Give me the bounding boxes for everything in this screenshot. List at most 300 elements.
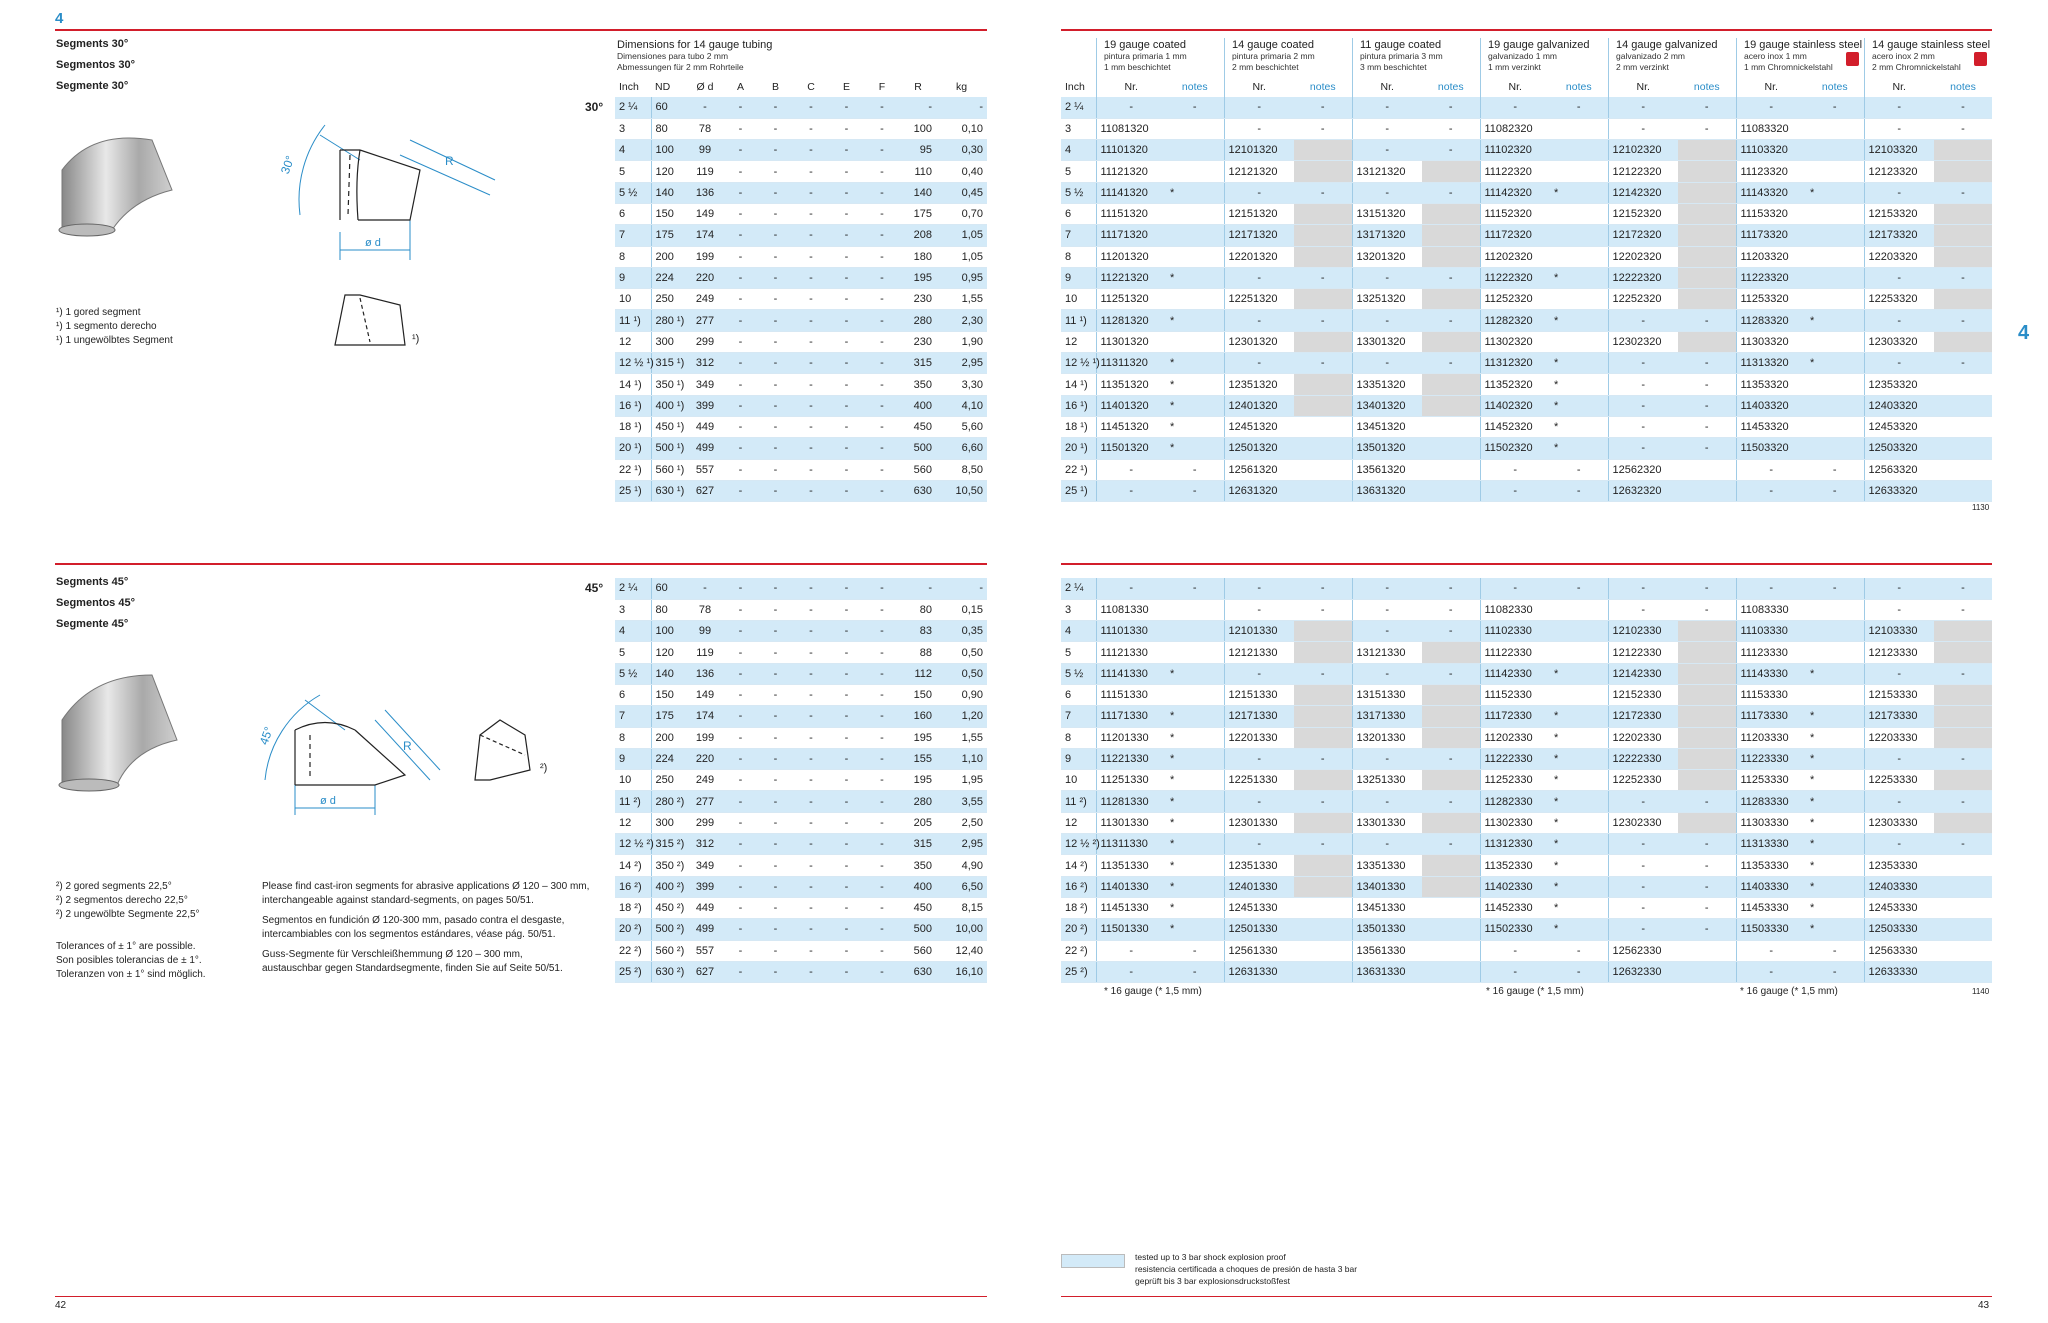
dims-cell: 1,05 [936, 225, 987, 246]
product-number: - [1736, 940, 1806, 961]
dims-cell: - [829, 578, 864, 599]
dims-cell: - [829, 161, 864, 182]
dims-col-header: E [829, 76, 864, 98]
product-note: * [1550, 748, 1608, 769]
product-note: - [1294, 834, 1352, 855]
dims-cell: - [864, 353, 900, 374]
product-note: - [1678, 97, 1736, 118]
dims-cell: - [864, 748, 900, 769]
product-row [1061, 182, 1992, 203]
product-number: 12632330 [1608, 961, 1678, 982]
legend-text [1135, 1251, 1357, 1287]
dims-cell: 2 ¼ [615, 578, 651, 599]
product-note [1166, 225, 1224, 246]
dims-cell: 8 [615, 727, 651, 748]
dims-cell: - [793, 663, 829, 684]
product-row [1061, 459, 1992, 480]
product-number: 12562320 [1608, 459, 1678, 480]
product-note [1934, 770, 1992, 791]
dims-cell: 300 [651, 331, 687, 352]
dims-cell: - [723, 812, 758, 833]
product-note: - [1678, 897, 1736, 918]
product-number: 12142320 [1608, 182, 1678, 203]
dims-cell: 16,10 [936, 961, 987, 982]
product-note [1422, 940, 1480, 961]
product-note: - [1934, 118, 1992, 139]
dims-title-de: Abmessungen für 2 mm Rohrteile [617, 62, 744, 72]
dims-cell: - [723, 374, 758, 395]
product-number: 12633330 [1864, 961, 1934, 982]
code-30: 1130 [1972, 503, 1990, 512]
product-note: - [1294, 310, 1352, 331]
dims-cell: - [758, 182, 793, 203]
dims-col-header: R [900, 76, 936, 98]
product-row [1061, 353, 1992, 374]
product-number: 11122320 [1480, 161, 1550, 182]
dims-cell: 200 [651, 246, 687, 267]
product-note: - [1934, 97, 1992, 118]
product-note: * [1550, 770, 1608, 791]
dims-cell: - [829, 876, 864, 897]
tolerance-de: Toleranzen von ± 1° sind möglich. [56, 969, 206, 980]
product-number: 12451320 [1224, 416, 1294, 437]
product-note: - [1166, 459, 1224, 480]
dims-cell: 119 [687, 642, 723, 663]
product-number: 13351320 [1352, 374, 1422, 395]
product-number: 12301330 [1224, 812, 1294, 833]
product-note: * [1806, 876, 1864, 897]
prod-col-nr: Nr. [1096, 76, 1166, 98]
product-note [1422, 289, 1480, 310]
dims-cell: 220 [687, 748, 723, 769]
product-inch: 18 ¹) [1061, 416, 1096, 437]
product-inch: 10 [1061, 770, 1096, 791]
product-note [1166, 599, 1224, 620]
product-number: 12403320 [1864, 395, 1934, 416]
product-number: 11172320 [1480, 225, 1550, 246]
product-note [1678, 663, 1736, 684]
product-note [1806, 289, 1864, 310]
product-number: - [1608, 897, 1678, 918]
product-note: - [1806, 940, 1864, 961]
product-number: 12102330 [1608, 621, 1678, 642]
product-row [1061, 727, 1992, 748]
product-number: - [1608, 876, 1678, 897]
product-inch: 6 [1061, 203, 1096, 224]
product-note [1806, 395, 1864, 416]
dims-cell: - [864, 395, 900, 416]
product-note: - [1934, 663, 1992, 684]
product-number: - [1608, 791, 1678, 812]
dims-cell: - [864, 812, 900, 833]
product-number: - [1480, 961, 1550, 982]
product-note [1934, 225, 1992, 246]
product-note [1934, 374, 1992, 395]
product-note [1422, 919, 1480, 940]
product-inch: 14 ²) [1061, 855, 1096, 876]
dims-cell: 349 [687, 374, 723, 395]
product-number: 12353330 [1864, 855, 1934, 876]
dims-cell: 312 [687, 353, 723, 374]
product-number: - [1352, 310, 1422, 331]
legend-es: resistencia certificada a choques de presión de hasta 3 bar [1135, 1264, 1358, 1274]
product-note [1806, 621, 1864, 642]
dims-cell: - [793, 727, 829, 748]
product-note: - [1678, 310, 1736, 331]
footnotes-45 [56, 880, 200, 922]
dims-col-header: A [723, 76, 758, 98]
dims-cell: 450 [900, 416, 936, 437]
product-note [1806, 267, 1864, 288]
product-note [1166, 118, 1224, 139]
product-note [1678, 748, 1736, 769]
product-number: 12561330 [1224, 940, 1294, 961]
tolerance-es: Son posibles tolerancias de ± 1°. [56, 955, 202, 966]
product-note [1294, 940, 1352, 961]
dims-cell: - [864, 289, 900, 310]
product-note: * [1550, 834, 1608, 855]
dims-cell: - [723, 791, 758, 812]
dims-cell: - [723, 961, 758, 982]
dims-cell: 8,15 [936, 897, 987, 918]
dims-cell: 230 [900, 331, 936, 352]
dims-cell: - [864, 459, 900, 480]
product-number: 12631320 [1224, 480, 1294, 501]
product-note [1550, 621, 1608, 642]
product-note: - [1294, 182, 1352, 203]
product-number: 11311330 [1096, 834, 1166, 855]
product-note [1678, 289, 1736, 310]
dims-cell: 315 [900, 834, 936, 855]
dims-cell: - [723, 855, 758, 876]
dims-cell: - [723, 182, 758, 203]
product-note [1806, 374, 1864, 395]
product-number: 11203320 [1736, 246, 1806, 267]
product-row [1061, 621, 1992, 642]
product-note [1294, 770, 1352, 791]
stainless-steel-icon [1846, 52, 1859, 66]
product-number: - [1608, 578, 1678, 599]
title-de: Segmente 45° [56, 618, 129, 630]
product-note [1422, 684, 1480, 705]
dims-cell: - [723, 118, 758, 139]
product-row [1061, 812, 1992, 833]
product-note [1806, 161, 1864, 182]
product-note: - [1550, 961, 1608, 982]
product-note [1422, 855, 1480, 876]
product-inch: 16 ¹) [1061, 395, 1096, 416]
product-number: 11121320 [1096, 161, 1166, 182]
product-number: 13171320 [1352, 225, 1422, 246]
gored-segment-45 [470, 715, 560, 785]
dims-cell: - [723, 459, 758, 480]
mid-rule-right [1061, 563, 1992, 565]
product-note: - [1422, 182, 1480, 203]
dims-cell: 0,30 [936, 140, 987, 161]
product-number: 12172330 [1608, 706, 1678, 727]
product-number: 11151320 [1096, 203, 1166, 224]
dims-cell: - [723, 480, 758, 501]
dims-cell: - [793, 459, 829, 480]
product-note [1934, 161, 1992, 182]
product-row [1061, 97, 1992, 118]
product-number: 11202330 [1480, 727, 1550, 748]
product-note: - [1422, 140, 1480, 161]
dims-row [615, 97, 987, 118]
product-number: 12401330 [1224, 876, 1294, 897]
dims-cell: 500 ¹) [651, 438, 687, 459]
product-number: - [1608, 374, 1678, 395]
product-number: 12501330 [1224, 919, 1294, 940]
dims-cell: - [829, 599, 864, 620]
product-row [1061, 684, 1992, 705]
product-number: 12303320 [1864, 331, 1934, 352]
product-number: 11352330 [1480, 855, 1550, 876]
dims-cell: - [758, 140, 793, 161]
product-note: - [1806, 97, 1864, 118]
dims-cell: - [864, 416, 900, 437]
product-number: 12203320 [1864, 246, 1934, 267]
dims-cell: - [758, 203, 793, 224]
dims-cell: 3,30 [936, 374, 987, 395]
dims-cell: 160 [900, 706, 936, 727]
product-note: * [1806, 706, 1864, 727]
dims-cell: - [864, 310, 900, 331]
product-number: 11151330 [1096, 684, 1166, 705]
product-note [1422, 395, 1480, 416]
product-number: - [1736, 961, 1806, 982]
product-inch: 5 ½ [1061, 182, 1096, 203]
cast-iron-de-2: austauschbar gegen Standardsegmente, finden Sie auf Seite 50/51. [262, 963, 563, 974]
product-number: - [1736, 459, 1806, 480]
product-number: 13451320 [1352, 416, 1422, 437]
product-note [1294, 161, 1352, 182]
product-number: 12121320 [1224, 161, 1294, 182]
product-note: * [1166, 416, 1224, 437]
product-number: 12631330 [1224, 961, 1294, 982]
dims-cell: - [829, 416, 864, 437]
dims-cell: - [793, 97, 829, 118]
product-note [1806, 684, 1864, 705]
product-number: 12251330 [1224, 770, 1294, 791]
dims-col-header: C [793, 76, 829, 98]
dims-cell: 99 [687, 140, 723, 161]
dims-cell: 249 [687, 770, 723, 791]
dims-cell: 60 [651, 97, 687, 118]
dims-cell: - [793, 140, 829, 161]
product-note [1934, 812, 1992, 833]
product-row [1061, 161, 1992, 182]
product-number: 11201320 [1096, 246, 1166, 267]
product-number: 12172320 [1608, 225, 1678, 246]
product-inch: 11 ²) [1061, 791, 1096, 812]
dims-cell: - [793, 642, 829, 663]
dims-cell: - [758, 353, 793, 374]
dims-cell: 9 [615, 748, 651, 769]
footnote-de: ²) 2 ungewölbte Segmente 22,5° [56, 909, 200, 920]
dims-cell: - [723, 97, 758, 118]
product-number: 12302330 [1608, 812, 1678, 833]
product-note [1422, 727, 1480, 748]
product-number: - [1224, 182, 1294, 203]
product-note: * [1166, 395, 1224, 416]
diagram-30-d: ø d [365, 237, 381, 249]
product-row [1061, 834, 1992, 855]
dims-cell: 399 [687, 395, 723, 416]
dims-cell: 315 [900, 353, 936, 374]
product-note [1294, 621, 1352, 642]
dims-cell: 110 [900, 161, 936, 182]
tolerances-45 [56, 940, 206, 982]
dims-cell: - [723, 876, 758, 897]
product-number: 11142330 [1480, 663, 1550, 684]
dims-cell: 149 [687, 203, 723, 224]
dims-cell: 95 [900, 140, 936, 161]
legend-swatch [1061, 1254, 1125, 1268]
diagram-45-d: ø d [320, 795, 336, 807]
dims-cell: - [723, 353, 758, 374]
prod-col-inch: Inch [1061, 76, 1096, 98]
product-note: - [1422, 748, 1480, 769]
product-note: * [1550, 310, 1608, 331]
product-note: - [1550, 480, 1608, 501]
product-number: 12561320 [1224, 459, 1294, 480]
product-row [1061, 480, 1992, 501]
dims-cell: - [758, 684, 793, 705]
dims-cell: 140 [651, 663, 687, 684]
product-number: - [1352, 140, 1422, 161]
product-note: * [1806, 310, 1864, 331]
dims-cell: 0,15 [936, 599, 987, 620]
dims-col-header: Inch [615, 76, 651, 98]
dims-cell: - [758, 663, 793, 684]
product-number: 11101320 [1096, 140, 1166, 161]
product-note [1678, 940, 1736, 961]
product-note: - [1166, 97, 1224, 118]
product-note [1550, 161, 1608, 182]
product-number: - [1608, 353, 1678, 374]
diagram-45 [255, 690, 455, 820]
product-note: * [1550, 791, 1608, 812]
dims-cell: - [864, 791, 900, 812]
dims-cell: 400 [900, 876, 936, 897]
product-row [1061, 331, 1992, 352]
dims-row [615, 140, 987, 161]
dims-cell: - [758, 267, 793, 288]
product-number: - [1352, 97, 1422, 118]
product-note [1550, 684, 1608, 705]
dims-cell: 3 [615, 118, 651, 139]
dims-cell: 449 [687, 416, 723, 437]
product-note [1422, 642, 1480, 663]
product-number: 12563320 [1864, 459, 1934, 480]
prod-col-notes: notes [1422, 76, 1480, 98]
product-number: 11123330 [1736, 642, 1806, 663]
product-number: 12173330 [1864, 706, 1934, 727]
dims-cell: - [793, 203, 829, 224]
product-note [1422, 161, 1480, 182]
dims-cell: - [793, 161, 829, 182]
product-number: 11301330 [1096, 812, 1166, 833]
title-en: Segments 30° [56, 38, 129, 50]
product-number: 11402320 [1480, 395, 1550, 416]
product-number: 12302320 [1608, 331, 1678, 352]
product-note [1422, 374, 1480, 395]
product-note [1294, 919, 1352, 940]
product-row [1061, 310, 1992, 331]
dims-cell: - [864, 897, 900, 918]
product-note [1294, 225, 1352, 246]
product-note [1678, 182, 1736, 203]
dims-cell: 12 [615, 812, 651, 833]
dims-cell: - [758, 225, 793, 246]
dims-cell: - [758, 897, 793, 918]
prod-header-row [1061, 76, 1992, 99]
dims-cell: 22 ¹) [615, 459, 651, 480]
product-note: * [1806, 663, 1864, 684]
product-number: 11453330 [1736, 897, 1806, 918]
product-number: 11313330 [1736, 834, 1806, 855]
product-note [1806, 331, 1864, 352]
dims-cell: 16 ¹) [615, 395, 651, 416]
mid-rule-left [55, 563, 987, 565]
product-note [1294, 203, 1352, 224]
product-note: * [1806, 727, 1864, 748]
dims-cell: 18 ²) [615, 897, 651, 918]
product-note: * [1166, 897, 1224, 918]
product-note: * [1550, 438, 1608, 459]
product-inch: 20 ²) [1061, 919, 1096, 940]
product-note: * [1550, 353, 1608, 374]
dims-cell: - [793, 267, 829, 288]
product-inch: 3 [1061, 118, 1096, 139]
dims-cell: - [758, 578, 793, 599]
product-inch: 12 [1061, 812, 1096, 833]
elbow-30-photo [52, 130, 182, 240]
dims-cell: - [829, 246, 864, 267]
product-note [1934, 727, 1992, 748]
product-note: * [1166, 748, 1224, 769]
product-number: 11301320 [1096, 331, 1166, 352]
dims-row [615, 374, 987, 395]
product-row [1061, 267, 1992, 288]
dims-cell: - [758, 812, 793, 833]
dims-cell: 6 [615, 203, 651, 224]
product-note [1294, 812, 1352, 833]
product-note [1934, 855, 1992, 876]
product-number: 12222330 [1608, 748, 1678, 769]
product-row [1061, 578, 1992, 599]
dims-cell: - [793, 246, 829, 267]
product-number: - [1608, 919, 1678, 940]
dims-cell: 1,20 [936, 706, 987, 727]
dims-cell: - [864, 182, 900, 203]
dims-cell: 99 [687, 621, 723, 642]
product-number: 11221330 [1096, 748, 1166, 769]
dims-cell: - [793, 416, 829, 437]
product-number: 11501330 [1096, 919, 1166, 940]
dims-cell: - [793, 118, 829, 139]
angle-label-45: 45° [585, 581, 604, 595]
dims-cell: 149 [687, 684, 723, 705]
product-note: - [1422, 97, 1480, 118]
product-note: - [1550, 97, 1608, 118]
dims-cell: 500 ²) [651, 919, 687, 940]
dims-cell: 2,95 [936, 834, 987, 855]
product-note: * [1166, 919, 1224, 940]
dims-cell: - [864, 919, 900, 940]
product-note [1678, 770, 1736, 791]
